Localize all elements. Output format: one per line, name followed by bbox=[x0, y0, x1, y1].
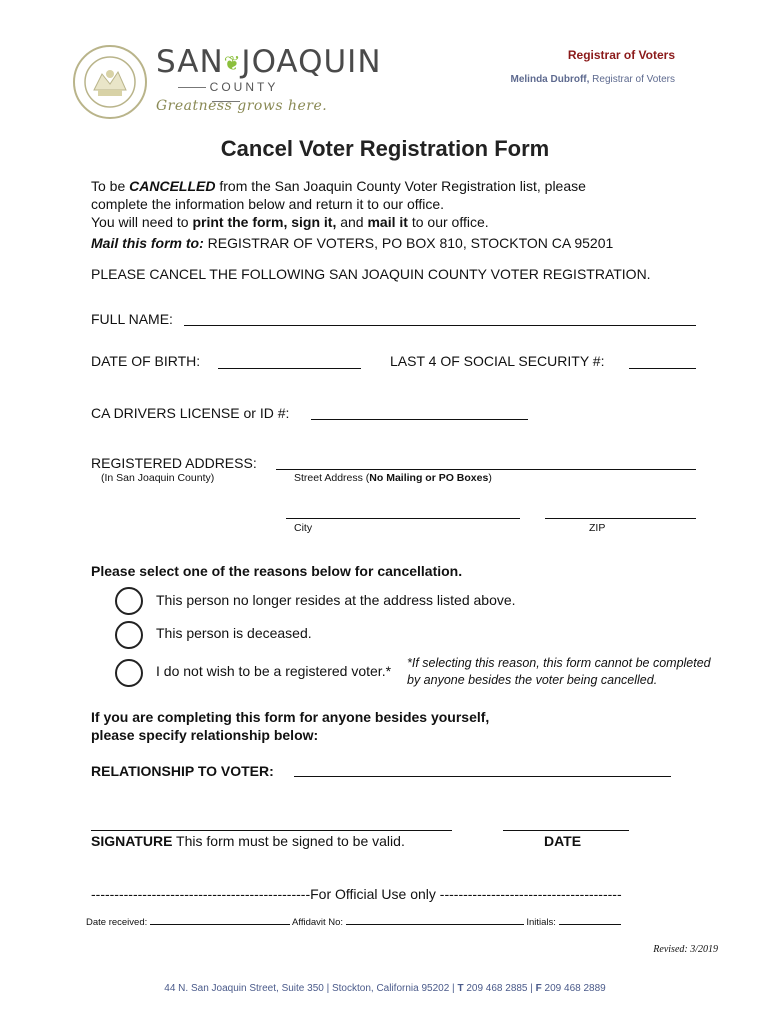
revised-date: Revised: 3/2019 bbox=[653, 944, 718, 955]
please-cancel-text: PLEASE CANCEL THE FOLLOWING SAN JOAQUIN COUNTY VOTER REGISTRATION. bbox=[91, 266, 651, 282]
date-label: DATE bbox=[544, 833, 582, 849]
intro-line-1: To be CANCELLED from the San Joaquin County Voter Registration list, please bbox=[91, 178, 586, 194]
relationship-field[interactable] bbox=[294, 776, 671, 777]
address-hint: (In San Joaquin County) bbox=[101, 472, 215, 484]
drivers-license-label: CA DRIVERS LICENSE or ID #: bbox=[91, 405, 290, 421]
county-word-logo: COUNTY bbox=[156, 80, 296, 108]
zip-field[interactable] bbox=[545, 518, 696, 519]
ssn-field[interactable] bbox=[629, 368, 696, 369]
county-name-logo: SAN❦JOAQUIN bbox=[156, 44, 382, 80]
signature-line: SIGNATURE This form must be signed to be valid. bbox=[91, 833, 405, 849]
reasons-heading: Please select one of the reasons below for cancellation. bbox=[91, 563, 463, 579]
reason-2-label: This person is deceased. bbox=[156, 625, 312, 641]
reason-2-radio[interactable] bbox=[115, 621, 143, 649]
date-field[interactable] bbox=[503, 830, 629, 831]
official-use-fields bbox=[86, 917, 621, 928]
reason-3-radio[interactable] bbox=[115, 659, 143, 687]
reason-note bbox=[407, 655, 711, 689]
date-received-field[interactable] bbox=[150, 923, 290, 925]
official-use-divider: -----------------------------------------------For Official Use only --------------------------------------- bbox=[91, 886, 622, 902]
mail-to-line: Mail this form to: REGISTRAR OF VOTERS, PO BOX 810, STOCKTON CA 95201 bbox=[91, 235, 614, 251]
ssn-label: LAST 4 OF SOCIAL SECURITY #: bbox=[390, 353, 605, 369]
dob-label: DATE OF BIRTH: bbox=[91, 353, 201, 369]
reason-note-line-2: by anyone besides the voter being cancelled. bbox=[407, 673, 658, 687]
initials-label: Initials: bbox=[526, 917, 556, 928]
office-title: Registrar of Voters bbox=[567, 48, 675, 62]
city-label: City bbox=[294, 522, 313, 534]
initials-field[interactable] bbox=[559, 923, 621, 925]
footer-address: 44 N. San Joaquin Street, Suite 350 | Stockton, California 95202 | T 209 468 2885 | F 209 468 2889 bbox=[164, 983, 606, 994]
relationship-note-2: please specify relationship below: bbox=[91, 727, 319, 743]
relationship-note-1: If you are completing this form for anyone besides yourself, bbox=[91, 709, 490, 725]
drivers-license-field[interactable] bbox=[311, 419, 528, 420]
affidavit-field[interactable] bbox=[346, 923, 524, 925]
full-name-label: FULL NAME: bbox=[91, 311, 173, 327]
tagline: Greatness grows here. bbox=[156, 98, 328, 114]
registrar-line: Melinda Dubroff, Registrar of Voters bbox=[510, 74, 675, 85]
affidavit-label: Affidavit No: bbox=[292, 917, 344, 928]
intro-line-2: complete the information below and return it to our office. bbox=[91, 196, 445, 212]
street-address-field[interactable] bbox=[276, 469, 696, 470]
reason-1-label: This person no longer resides at the address listed above. bbox=[156, 592, 516, 608]
reason-1-radio[interactable] bbox=[115, 587, 143, 615]
signature-field[interactable] bbox=[91, 830, 452, 831]
full-name-field[interactable] bbox=[184, 325, 696, 326]
city-field[interactable] bbox=[286, 518, 520, 519]
reason-3-label: I do not wish to be a registered voter.* bbox=[156, 663, 392, 679]
street-hint: Street Address (No Mailing or PO Boxes) bbox=[294, 472, 492, 484]
relationship-label: RELATIONSHIP TO VOTER: bbox=[91, 763, 274, 779]
date-received-label: Date received: bbox=[86, 917, 148, 928]
form-title: Cancel Voter Registration Form bbox=[220, 136, 550, 161]
reason-note-line-1: *If selecting this reason, this form cannot be completed bbox=[407, 656, 711, 670]
zip-label: ZIP bbox=[589, 522, 606, 534]
dob-field[interactable] bbox=[218, 368, 361, 369]
intro-line-3: You will need to print the form, sign it, and mail it to our office. bbox=[91, 214, 489, 230]
county-seal-logo bbox=[72, 44, 148, 120]
address-label: REGISTERED ADDRESS: bbox=[91, 455, 257, 471]
